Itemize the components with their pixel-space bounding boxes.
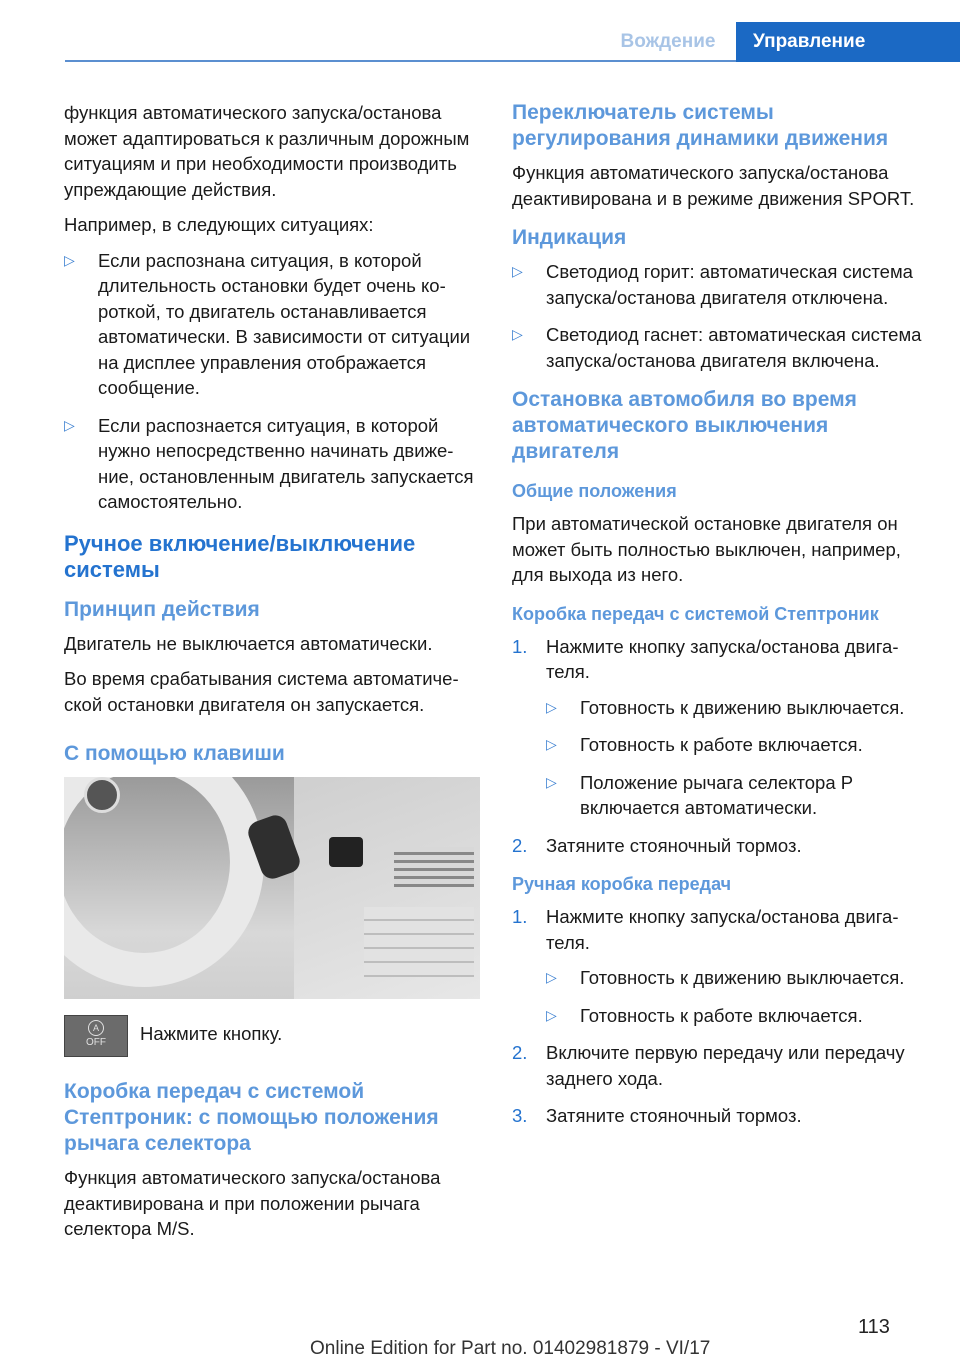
triangle-bullet-icon: ▷ (546, 736, 557, 752)
triangle-bullet-icon: ▷ (64, 251, 75, 268)
principle-p1: Двигатель не выключается автоматически. (64, 632, 433, 654)
heading-button: С помощью клавиши (64, 742, 285, 765)
manual-steps (512, 904, 932, 1129)
heading-steptronic-selector: Коробка передач с системой Стептроник: с помощью положения рычага селектора (64, 1080, 439, 1155)
auto-start-stop-off-icon (64, 1015, 128, 1057)
sub-item-text: Готовность к работе включается. (580, 734, 863, 755)
step-number: 2. (512, 834, 528, 856)
heading-manual: Ручное включение/выключение системы (64, 530, 416, 582)
situation-list (64, 248, 482, 515)
switch-paragraph: Функция автоматического запуска/останова деактивирована и в режиме движения SPORT. (512, 162, 915, 209)
indication-list (512, 259, 932, 373)
general-paragraph: При автоматической остановке двигателя он может быть полностью выключен, например, для выхода из него. (512, 513, 901, 585)
center-panel-shape (364, 907, 474, 977)
list-item (64, 413, 482, 515)
triangle-bullet-icon: ▷ (512, 263, 523, 279)
heading-principle: Принцип действия (64, 597, 260, 621)
left-column (64, 100, 482, 1252)
step-item (512, 833, 932, 859)
sub-item (546, 695, 932, 721)
list-item (512, 259, 932, 310)
step-item (512, 904, 932, 1028)
step-number: 2. (512, 1042, 528, 1063)
sub-item (546, 770, 932, 821)
intro-examples: Например, в следующих ситуациях: (64, 214, 374, 235)
start-stop-switch-shape (329, 837, 363, 867)
sub-item-text: Готовность к работе включается. (580, 1004, 863, 1026)
steptronic-steps (512, 634, 932, 859)
tab-driving[interactable]: Вождение (620, 31, 716, 52)
step-item (512, 1040, 932, 1091)
sub-item-text: Готовность к движению выключается. (580, 696, 905, 718)
heading-indication: Индикация (512, 226, 627, 249)
sub-list (546, 695, 932, 821)
list-item-text: Если распознается ситуация, в которой нужно непосредственно начинать движение, остановленным двигатель запускается самостоятельно. (98, 414, 474, 512)
step-text: Затяните стояночный тормоз. (546, 1105, 802, 1126)
step-item (512, 634, 932, 821)
triangle-bullet-icon: ▷ (546, 1006, 557, 1023)
step-number: 1. (512, 635, 528, 657)
right-column (512, 100, 932, 1141)
brand-logo-icon (84, 777, 120, 813)
sub-list (546, 965, 932, 1028)
off-label: OFF (86, 1037, 106, 1048)
sub-item (546, 965, 932, 991)
page-number: 113 (858, 1316, 890, 1338)
heading-steptronic: Коробка передач с системой Стептроник (512, 603, 879, 624)
list-item (512, 322, 932, 373)
step-text: Включите первую передачу или передачу заднего хода. (546, 1042, 905, 1089)
triangle-bullet-icon: ▷ (546, 698, 557, 715)
button-instruction (64, 1015, 482, 1059)
triangle-bullet-icon: ▷ (546, 969, 557, 985)
sub-item-text: Готовность к движению выключается. (580, 967, 905, 988)
principle-p2: Во время срабатывания система автоматической остановки двигателя он запускается. (64, 668, 459, 715)
list-item-text: Светодиод гаснет: автоматическая система запуска/останова двигателя включена. (546, 324, 922, 371)
step-text: Нажмите кнопку запуска/останова двигателя. (546, 635, 899, 682)
intro-paragraph: функция автоматического запуска/останова может адаптироваться к различным дорожным ситуациям и при необходимости производить упреждающие действия. (64, 102, 470, 200)
cockpit-photo (64, 777, 480, 999)
sub-item (546, 1003, 932, 1029)
triangle-bullet-icon: ▷ (512, 326, 523, 342)
sub-item-text: Положение рычага селектора P включается автоматически. (580, 771, 853, 818)
heading-stop-vehicle: Остановка автомобиля во время автоматического выключения двигателя (512, 388, 857, 463)
edition-footer: Online Edition for Part no. 01402981879 - VI/17 (310, 1338, 711, 1359)
sub-item (546, 732, 932, 758)
air-vent-shape (394, 847, 474, 887)
list-item (64, 248, 482, 401)
step-number: 1. (512, 906, 528, 927)
triangle-bullet-icon: ▷ (546, 773, 557, 790)
heading-dynamic-switch: Переключатель системы регулирования динамики движения (512, 101, 889, 150)
heading-general: Общие положения (512, 481, 677, 501)
steptronic-paragraph: Функция автоматического запуска/останова деактивирована и при положении рычага селектора M/S. (64, 1167, 441, 1239)
auto-start-stop-symbol: A (88, 1020, 104, 1036)
step-text: Нажмите кнопку запуска/останова двигателя. (546, 906, 899, 953)
button-instruction-text: Нажмите кнопку. (140, 1023, 283, 1044)
step-text: Затяните стояночный тормоз. (546, 834, 802, 856)
list-item-text: Светодиод горит: автоматическая система запуска/останова двигателя отключена. (546, 261, 913, 308)
list-item-text: Если распознана ситуация, в которой длительность остановки будет очень короткой, то двигатель останавливается автоматически. В зависимости от ситуации на дисплее управления отображается сообщение. (98, 249, 471, 398)
triangle-bullet-icon: ▷ (64, 416, 75, 433)
step-number: 3. (512, 1105, 528, 1126)
heading-manual-gearbox: Ручная коробка передач (512, 874, 732, 894)
tab-controls[interactable]: Управление (736, 22, 960, 62)
step-item (512, 1103, 932, 1129)
